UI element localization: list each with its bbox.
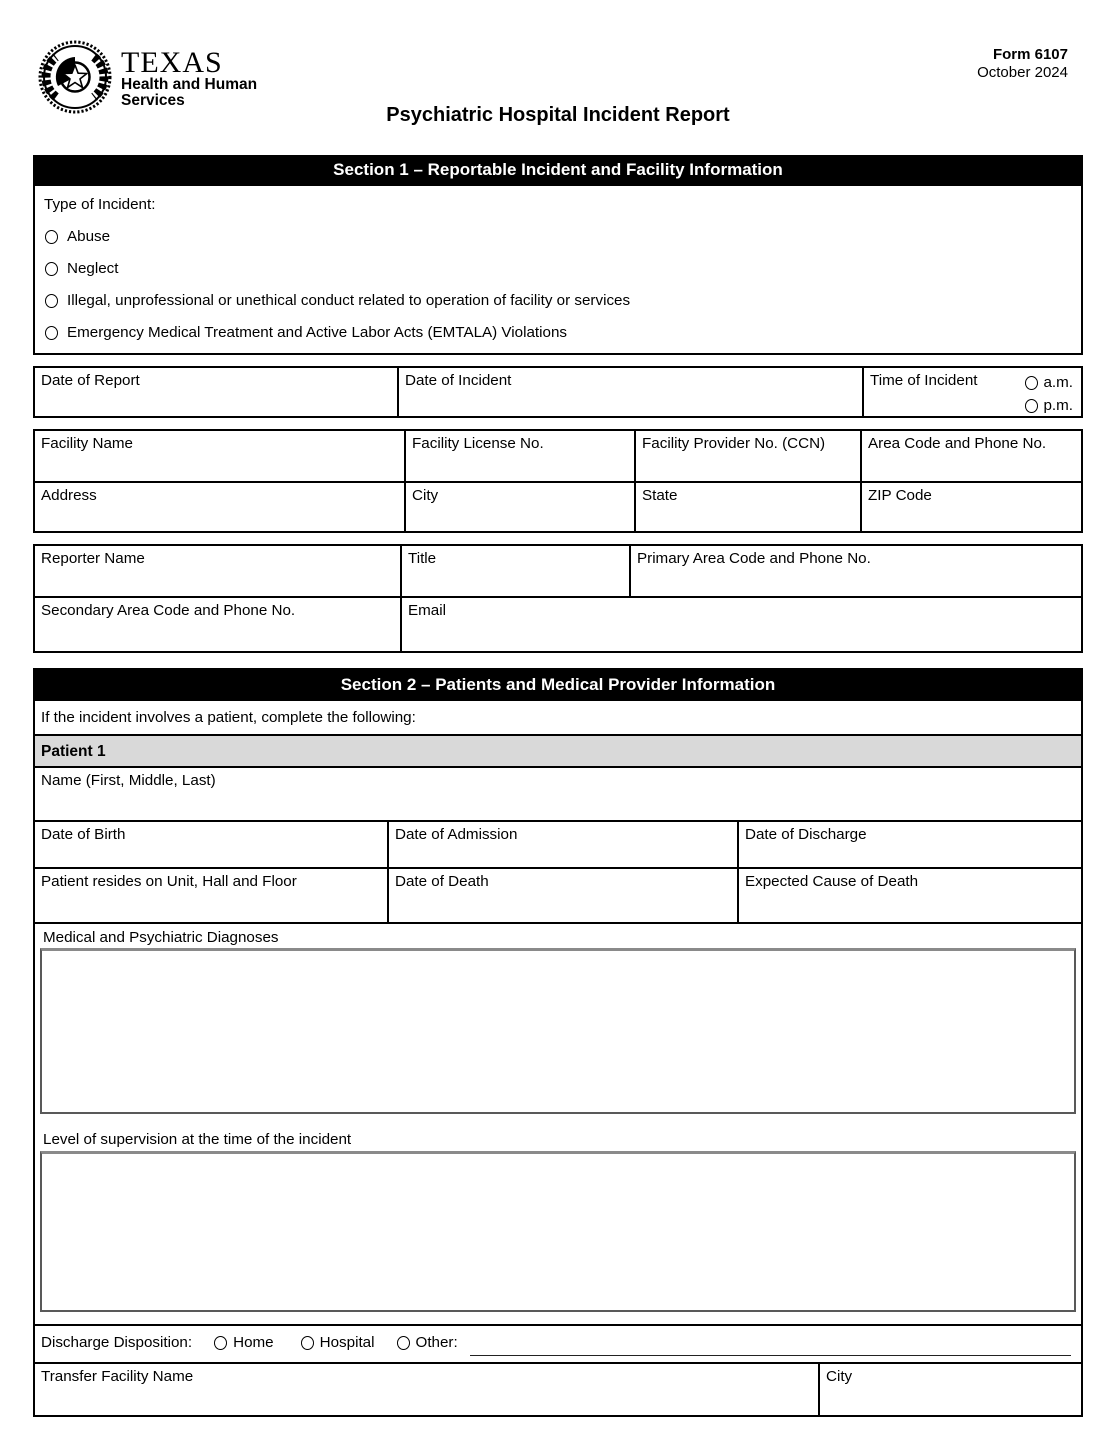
hospital-radio[interactable]	[301, 1336, 314, 1350]
date-of-death-field[interactable]	[387, 869, 737, 922]
diagnoses-textarea[interactable]	[40, 948, 1076, 1114]
date-of-birth-field[interactable]	[35, 822, 387, 867]
date-of-report-field[interactable]	[35, 368, 397, 416]
patient-dates-row2	[35, 867, 1081, 922]
form-page	[33, 0, 1083, 1417]
option-emtala	[45, 324, 1074, 341]
transfer-city-label: City	[826, 1368, 853, 1385]
section2-header-bar: Section 2 – Patients and Medical Provider Information	[35, 670, 1081, 701]
form-date: October 2024	[977, 64, 1068, 81]
home-label: Home	[233, 1334, 274, 1351]
reporter-title-label: Title	[408, 550, 437, 567]
reporter-name-field[interactable]	[35, 546, 400, 596]
pm-option	[1025, 394, 1073, 417]
address-label: Address	[41, 487, 97, 504]
form-info	[977, 46, 1068, 82]
page-title: Psychiatric Hospital Incident Report	[386, 104, 730, 126]
other-label: Other:	[415, 1334, 458, 1351]
neglect-radio[interactable]	[45, 262, 58, 276]
patient-name-field[interactable]	[35, 766, 1081, 820]
hospital-label: Hospital	[319, 1334, 375, 1351]
option-illegal-conduct	[45, 292, 1074, 309]
illegal-conduct-label: Illegal, unprofessional or unethical conduct related to operation of facility or services	[67, 292, 631, 309]
form-header	[33, 0, 1083, 155]
home-option	[214, 1334, 274, 1351]
abuse-radio[interactable]	[45, 230, 58, 244]
reporter-name-label: Reporter Name	[41, 550, 145, 567]
emtala-radio[interactable]	[45, 326, 58, 340]
patient-name-label: Name (First, Middle, Last)	[41, 772, 216, 789]
other-input-line[interactable]	[470, 1334, 1071, 1356]
facility-phone-label: Area Code and Phone No.	[868, 435, 1047, 452]
neglect-label: Neglect	[67, 260, 119, 277]
date-of-report-label: Date of Report	[41, 372, 140, 389]
email-field[interactable]	[400, 598, 1081, 651]
option-neglect	[45, 260, 1074, 277]
secondary-phone-field[interactable]	[35, 598, 400, 651]
ampm-group	[1025, 371, 1073, 417]
section1-header-bar: Section 1 – Reportable Incident and Facility Information	[33, 155, 1083, 186]
facility-name-label: Facility Name	[41, 435, 133, 452]
facility-phone-field[interactable]	[860, 431, 1081, 481]
facility-name-field[interactable]	[35, 431, 404, 481]
patient-dates-row1	[35, 820, 1081, 867]
reporter-table	[33, 544, 1083, 653]
date-of-discharge-label: Date of Discharge	[745, 826, 867, 843]
transfer-facility-field[interactable]	[35, 1364, 818, 1415]
diagnoses-label: Medical and Psychiatric Diagnoses	[43, 929, 279, 946]
city-field[interactable]	[404, 483, 634, 531]
other-option	[397, 1334, 458, 1351]
facility-provider-label: Facility Provider No. (CCN)	[642, 435, 826, 452]
secondary-phone-label: Secondary Area Code and Phone No.	[41, 602, 296, 619]
cause-of-death-field[interactable]	[737, 869, 1081, 922]
patient-resides-field[interactable]	[35, 869, 387, 922]
section2-container	[33, 668, 1083, 1417]
city-label: City	[412, 487, 439, 504]
discharge-disposition-label: Discharge Disposition:	[41, 1334, 193, 1351]
facility-license-label: Facility License No.	[412, 435, 544, 452]
supervision-textarea[interactable]	[40, 1151, 1076, 1312]
patient1-header: Patient 1	[35, 734, 1081, 766]
supervision-label: Level of supervision at the time of the incident	[43, 1131, 352, 1148]
am-radio[interactable]	[1025, 376, 1038, 390]
transfer-city-field[interactable]	[818, 1364, 1081, 1415]
brand-name: TEXAS	[121, 46, 223, 79]
address-field[interactable]	[35, 483, 404, 531]
date-of-incident-field[interactable]	[397, 368, 862, 416]
email-label: Email	[408, 602, 446, 619]
discharge-disposition-row	[35, 1324, 1081, 1362]
diagnoses-supervision-area	[35, 922, 1081, 1324]
home-radio[interactable]	[214, 1336, 227, 1350]
primary-phone-field[interactable]	[629, 546, 1081, 596]
brand-line2: Services	[121, 92, 185, 109]
type-of-incident-label: Type of Incident:	[44, 196, 156, 213]
other-radio[interactable]	[397, 1336, 410, 1350]
type-of-incident-box	[33, 186, 1083, 355]
brand-wordmark	[121, 40, 257, 109]
date-of-incident-label: Date of Incident	[405, 372, 512, 389]
transfer-facility-label: Transfer Facility Name	[41, 1368, 194, 1385]
hospital-option	[301, 1334, 375, 1351]
abuse-label: Abuse	[67, 228, 111, 245]
date-of-admission-field[interactable]	[387, 822, 737, 867]
primary-phone-label: Primary Area Code and Phone No.	[637, 550, 871, 567]
zip-field[interactable]	[860, 483, 1081, 531]
date-of-birth-label: Date of Birth	[41, 826, 126, 843]
reporter-title-field[interactable]	[400, 546, 629, 596]
pm-label: p.m.	[1043, 397, 1073, 414]
texas-hhs-seal-icon	[38, 40, 112, 114]
texas-hhs-logo	[38, 40, 257, 114]
state-field[interactable]	[634, 483, 860, 531]
state-label: State	[642, 487, 678, 504]
pm-radio[interactable]	[1025, 399, 1038, 413]
date-of-death-label: Date of Death	[395, 873, 489, 890]
am-label: a.m.	[1043, 374, 1073, 391]
time-of-incident-field[interactable]	[862, 368, 1081, 416]
date-time-table	[33, 366, 1083, 418]
option-abuse	[45, 228, 1074, 245]
facility-license-field[interactable]	[404, 431, 634, 481]
facility-provider-field[interactable]	[634, 431, 860, 481]
date-of-admission-label: Date of Admission	[395, 826, 518, 843]
emtala-label: Emergency Medical Treatment and Active Labor Acts (EMTALA) Violations	[67, 324, 568, 341]
time-of-incident-label: Time of Incident	[870, 372, 978, 389]
section2-intro: If the incident involves a patient, complete the following:	[41, 709, 416, 726]
form-number: Form 6107	[992, 46, 1068, 63]
cause-of-death-label: Expected Cause of Death	[745, 873, 919, 890]
patient-resides-label: Patient resides on Unit, Hall and Floor	[41, 873, 297, 890]
facility-table	[33, 429, 1083, 533]
date-of-discharge-field[interactable]	[737, 822, 1081, 867]
brand-line1: Health and Human	[121, 76, 258, 93]
illegal-conduct-radio[interactable]	[45, 294, 58, 308]
am-option	[1025, 371, 1073, 394]
zip-label: ZIP Code	[868, 487, 932, 504]
transfer-row	[35, 1362, 1081, 1415]
